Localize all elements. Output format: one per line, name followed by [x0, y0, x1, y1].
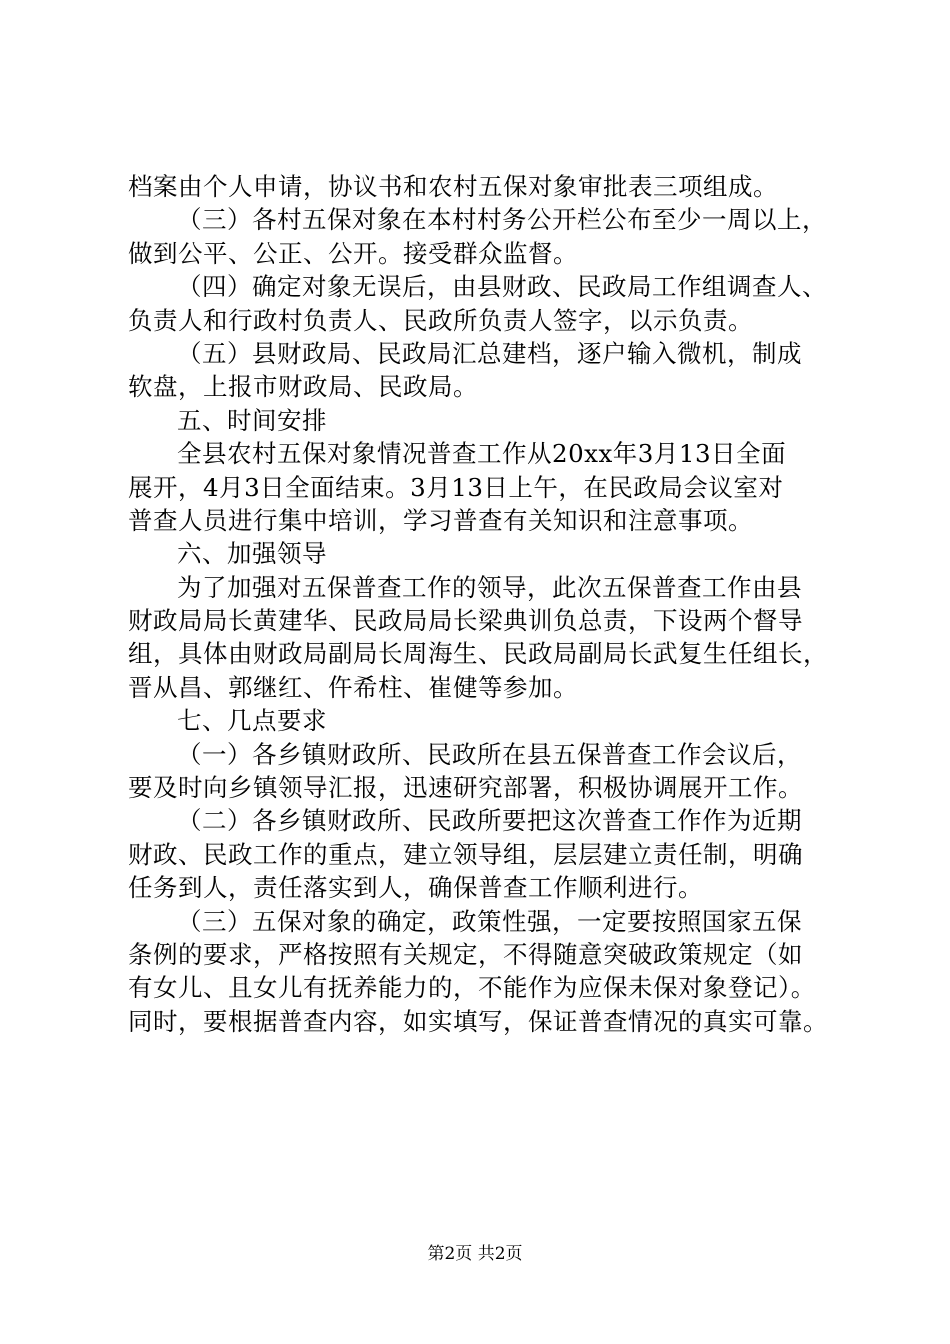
body-line: 财政、民政工作的重点，建立领导组，层层建立责任制，明确: [128, 839, 803, 869]
body-line: （一）各乡镇财政所、民政所在县五保普查工作会议后，: [177, 739, 802, 769]
body-line: 任务到人，责任落实到人，确保普查工作顺利进行。: [128, 873, 703, 903]
body-line: （五）县财政局、民政局汇总建档，逐户输入微机，制成: [177, 338, 802, 368]
page-number: 第2页 共2页: [427, 1244, 523, 1264]
body-line: 有女儿、且女儿有抚养能力的，不能作为应保未保对象登记）。: [128, 973, 816, 1003]
body-line: （三）各村五保对象在本村村务公开栏公布至少一周以上，: [177, 205, 827, 235]
body-line: 财政局局长黄建华、民政局局长梁典训负总责，下设两个督导: [128, 606, 803, 636]
section-heading: 七、几点要求: [177, 706, 327, 736]
body-line: 全县农村五保对象情况普查工作从20xx年3月13日全面: [177, 439, 787, 469]
section-heading: 六、加强领导: [177, 539, 327, 569]
body-line: （三）五保对象的确定，政策性强，一定要按照国家五保: [177, 906, 802, 936]
body-line: 软盘，上报市财政局、民政局。: [128, 372, 478, 402]
body-line: 要及时向乡镇领导汇报，迅速研究部署，积极协调展开工作。: [128, 773, 803, 803]
body-line: 同时，要根据普查内容，如实填写，保证普查情况的真实可靠。: [128, 1006, 828, 1036]
body-line: 为了加强对五保普查工作的领导，此次五保普查工作由县: [177, 572, 802, 602]
page-footer: [0, 1243, 950, 1265]
body-line: 做到公平、公正、公开。接受群众监督。: [128, 238, 578, 268]
body-line: 负责人和行政村负责人、民政所负责人签字，以示负责。: [128, 305, 753, 335]
body-line: 展开，4月3日全面结束。3月13日上午，在民政局会议室对: [128, 472, 784, 502]
body-line: （四）确定对象无误后，由县财政、民政局工作组调查人、: [177, 272, 827, 302]
section-heading: 五、时间安排: [177, 405, 327, 435]
body-line: 条例的要求，严格按照有关规定，不得随意突破政策规定（如: [128, 939, 803, 969]
body-line: （二）各乡镇财政所、民政所要把这次普查工作作为近期: [177, 806, 802, 836]
document-body: [128, 170, 840, 1038]
body-line: 组，具体由财政局副局长周海生、民政局副局长武复生任组长，: [128, 639, 828, 669]
body-line: 档案由个人申请，协议书和农村五保对象审批表三项组成。: [128, 172, 778, 201]
body-line: 晋从昌、郭继红、仵希柱、崔健等参加。: [128, 672, 578, 702]
body-line: 普查人员进行集中培训，学习普查有关知识和注意事项。: [128, 505, 753, 535]
